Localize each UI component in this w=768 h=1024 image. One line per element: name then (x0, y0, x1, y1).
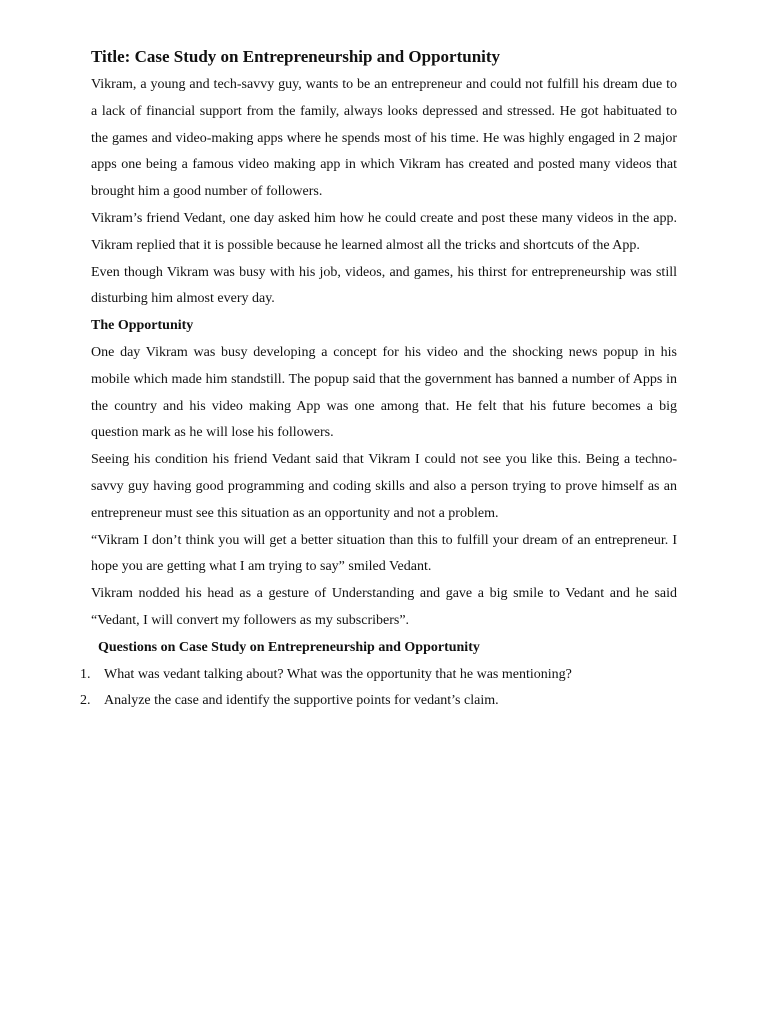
paragraph-opportunity-4: Vikram nodded his head as a gesture of Understanding and gave a big smile to Vedant and he said “Vedant, I will convert my followers as my subscribers”. (91, 586, 677, 628)
document-title: Title: Case Study on Entrepreneurship and Opportunity (91, 47, 501, 66)
section-heading-opportunity: The Opportunity (91, 318, 194, 334)
document-page (80, 44, 677, 715)
question-text: Analyze the case and identify the supportive points for vedant’s claim. (104, 693, 499, 709)
questions-heading: Questions on Case Study on Entrepreneurship and Opportunity (98, 639, 480, 655)
paragraph-intro-3: Even though Vikram was busy with his job, videos, and games, his thirst for entrepreneurship was still disturbing him almost every day. (91, 264, 677, 307)
question-number: 1. (80, 666, 91, 682)
paragraph-opportunity-1: One day Vikram was busy developing a concept for his video and the shocking news popup in his mobile which made him standstill. The popup said that the government has banned a number of Apps in the country and his video making App was one among that. He felt that his future becomes a big question mark as he will lose his followers. (91, 344, 677, 441)
question-item (80, 688, 677, 715)
paragraph-opportunity-2: Seeing his condition his friend Vedant said that Vikram I could not see you like this. Being a techno-savvy guy having good programming and coding skills and also a person trying to prove himself as an entrepreneur must see this situation as an opportunity and not a problem. (91, 452, 677, 521)
question-item (80, 662, 677, 689)
question-number: 2. (80, 693, 91, 709)
paragraph-intro-1: Vikram, a young and tech-savvy guy, wants to be an entrepreneur and could not fulfill his dream due to a lack of financial support from the family, always looks depressed and stressed. He got habituated to the games and video-making apps where he spends most of his time. He was highly engaged in 2 major apps one being a famous video making app in which Vikram has created and posted many videos that brought him a good number of followers. (91, 77, 677, 200)
questions-list (80, 662, 677, 716)
question-text: What was vedant talking about? What was the opportunity that he was mentioning? (104, 666, 572, 682)
paragraph-opportunity-3: “Vikram I don’t think you will get a better situation than this to fulfill your dream of an entrepreneur. I hope you are getting what I am trying to say” smiled Vedant. (91, 532, 677, 575)
paragraph-intro-2: Vikram’s friend Vedant, one day asked him how he could create and post these many videos in the app. Vikram replied that it is possible because he learned almost all the tricks and shortcuts of the App. (91, 210, 677, 253)
